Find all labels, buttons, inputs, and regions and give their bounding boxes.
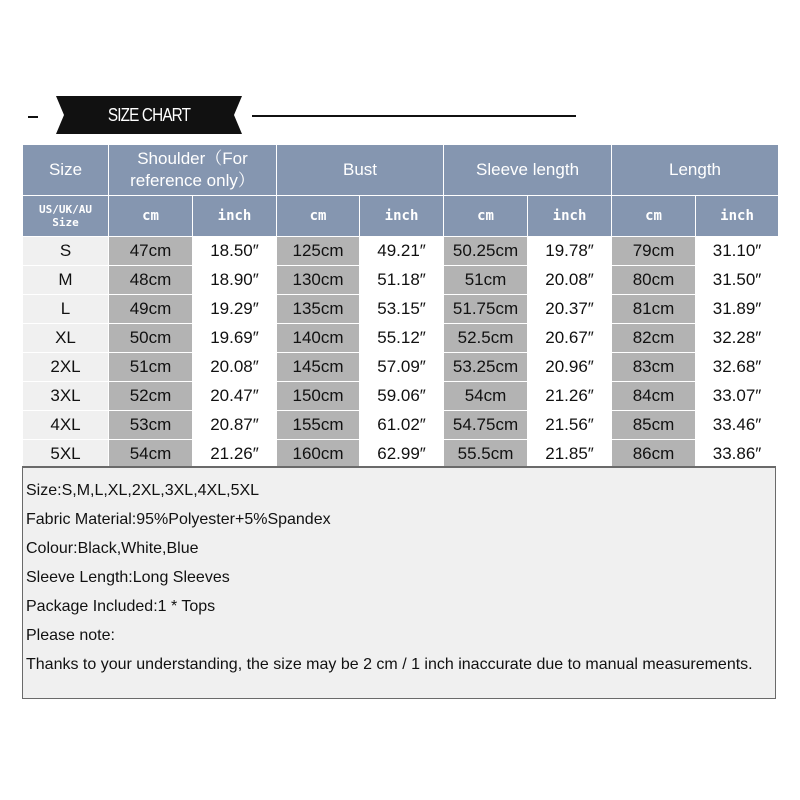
measurement-cell: 84cm [612, 382, 696, 411]
header-sleeve-length: Sleeve length [444, 145, 612, 196]
measurement-cell: 53.25cm [444, 353, 528, 382]
banner-rule [252, 115, 576, 117]
measurement-cell: 53.15″ [360, 295, 444, 324]
size-chart-tag [56, 96, 242, 134]
measurement-cell: 19.69″ [193, 324, 277, 353]
size-cell: 2XL [23, 353, 109, 382]
size-cell: S [23, 237, 109, 266]
measurement-cell: 55.12″ [360, 324, 444, 353]
table-row [23, 353, 779, 382]
measurement-cell: 54.75cm [444, 411, 528, 440]
unit-header: cm [444, 196, 528, 237]
size-cell: M [23, 266, 109, 295]
measurement-cell: 130cm [277, 266, 360, 295]
header-bust: Bust [277, 145, 444, 196]
measurement-cell: 31.50″ [696, 266, 779, 295]
info-fabric-material: Fabric Material:95%Polyester+5%Spandex [26, 511, 331, 528]
size-cell: 4XL [23, 411, 109, 440]
measurement-cell: 82cm [612, 324, 696, 353]
measurement-cell: 86cm [612, 440, 696, 469]
measurement-cell: 21.26″ [528, 382, 612, 411]
measurement-cell: 81cm [612, 295, 696, 324]
measurement-cell: 61.02″ [360, 411, 444, 440]
measurement-cell: 49cm [109, 295, 193, 324]
measurement-cell: 21.26″ [193, 440, 277, 469]
measurement-cell: 48cm [109, 266, 193, 295]
table-row [23, 382, 779, 411]
banner-dash [28, 116, 38, 118]
measurement-cell: 32.68″ [696, 353, 779, 382]
measurement-cell: 155cm [277, 411, 360, 440]
measurement-cell: 20.37″ [528, 295, 612, 324]
measurement-cell: 20.47″ [193, 382, 277, 411]
table-row [23, 440, 779, 469]
measurement-cell: 18.50″ [193, 237, 277, 266]
unit-header: cm [612, 196, 696, 237]
measurement-cell: 54cm [444, 382, 528, 411]
group-header-row [23, 145, 779, 196]
measurement-cell: 53cm [109, 411, 193, 440]
unit-header: cm [277, 196, 360, 237]
table-row [23, 266, 779, 295]
measurement-cell: 21.85″ [528, 440, 612, 469]
info-size-list: Size:S,M,L,XL,2XL,3XL,4XL,5XL [26, 482, 260, 499]
size-table [22, 144, 779, 469]
measurement-cell: 19.78″ [528, 237, 612, 266]
measurement-cell: 79cm [612, 237, 696, 266]
measurement-cell: 145cm [277, 353, 360, 382]
measurement-cell: 20.08″ [528, 266, 612, 295]
table-row [23, 237, 779, 266]
table-row [23, 411, 779, 440]
measurement-cell: 54cm [109, 440, 193, 469]
measurement-cell: 57.09″ [360, 353, 444, 382]
measurement-cell: 51.75cm [444, 295, 528, 324]
measurement-cell: 51.18″ [360, 266, 444, 295]
product-info-box [22, 466, 776, 699]
unit-header-row [23, 196, 779, 237]
tag-notch-left [56, 96, 64, 134]
table-body [23, 237, 779, 469]
header-size-sublabel: US/UK/AU Size [23, 196, 109, 237]
unit-header: inch [528, 196, 612, 237]
size-cell: 5XL [23, 440, 109, 469]
size-cell: L [23, 295, 109, 324]
size-cell: 3XL [23, 382, 109, 411]
tag-notch-right [234, 96, 242, 134]
measurement-cell: 52.5cm [444, 324, 528, 353]
header-size: Size [23, 145, 109, 196]
measurement-cell: 80cm [612, 266, 696, 295]
measurement-cell: 50cm [109, 324, 193, 353]
measurement-cell: 20.96″ [528, 353, 612, 382]
size-chart-banner [0, 0, 800, 140]
info-sleeve-length: Sleeve Length:Long Sleeves [26, 569, 230, 586]
measurement-cell: 33.07″ [696, 382, 779, 411]
measurement-cell: 140cm [277, 324, 360, 353]
measurement-cell: 150cm [277, 382, 360, 411]
header-shoulder: Shoulder（For reference only） [109, 145, 277, 196]
measurement-cell: 31.89″ [696, 295, 779, 324]
measurement-cell: 51cm [109, 353, 193, 382]
measurement-cell: 21.56″ [528, 411, 612, 440]
header-length: Length [612, 145, 779, 196]
measurement-cell: 33.46″ [696, 411, 779, 440]
measurement-cell: 47cm [109, 237, 193, 266]
measurement-cell: 83cm [612, 353, 696, 382]
measurement-cell: 18.90″ [193, 266, 277, 295]
measurement-cell: 19.29″ [193, 295, 277, 324]
measurement-cell: 31.10″ [696, 237, 779, 266]
unit-header: cm [109, 196, 193, 237]
measurement-cell: 50.25cm [444, 237, 528, 266]
measurement-cell: 33.86″ [696, 440, 779, 469]
unit-header: inch [696, 196, 779, 237]
measurement-cell: 52cm [109, 382, 193, 411]
measurement-cell: 135cm [277, 295, 360, 324]
measurement-cell: 85cm [612, 411, 696, 440]
measurement-cell: 20.67″ [528, 324, 612, 353]
unit-header: inch [360, 196, 444, 237]
measurement-cell: 49.21″ [360, 237, 444, 266]
table-row [23, 324, 779, 353]
info-colour: Colour:Black,White,Blue [26, 540, 199, 557]
measurement-cell: 125cm [277, 237, 360, 266]
measurement-cell: 20.87″ [193, 411, 277, 440]
measurement-cell: 32.28″ [696, 324, 779, 353]
info-please-note: Please note: [26, 627, 115, 644]
info-package: Package Included:1 * Tops [26, 598, 216, 615]
measurement-cell: 59.06″ [360, 382, 444, 411]
measurement-cell: 160cm [277, 440, 360, 469]
measurement-cell: 55.5cm [444, 440, 528, 469]
size-chart-title: SIZE CHART [107, 104, 191, 125]
measurement-cell: 20.08″ [193, 353, 277, 382]
unit-header: inch [193, 196, 277, 237]
measurement-cell: 62.99″ [360, 440, 444, 469]
size-cell: XL [23, 324, 109, 353]
table-row [23, 295, 779, 324]
measurement-cell: 51cm [444, 266, 528, 295]
info-accuracy-note: Thanks to your understanding, the size may be 2 cm / 1 inch inaccurate due to manual measurements. [26, 656, 753, 673]
